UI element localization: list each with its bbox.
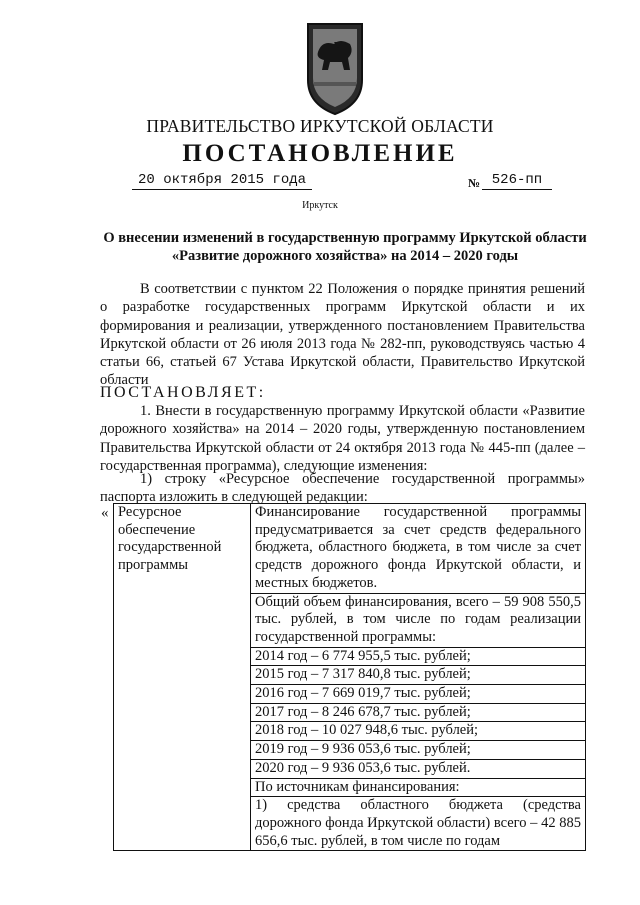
opening-quote-mark: « [101, 505, 109, 521]
funding-line: 2016 год – 7 669 019,7 тыс. рублей; [251, 685, 585, 704]
decree-date: 20 октября 2015 года [132, 172, 312, 190]
resolves-heading: ПОСТАНОВЛЯЕТ: [100, 384, 266, 401]
document-title: О внесении изменений в государственную программу Иркутской области «Развитие дорожного хозяйства» на 2014 – 2020 годы [103, 230, 587, 264]
coat-of-arms-icon [300, 18, 370, 118]
row-label-cell: Ресурсное обеспечение государственной программы [114, 504, 251, 851]
decree-number: 526-пп [482, 172, 552, 190]
passport-table [113, 503, 586, 851]
funding-line: 1) средства областного бюджета (средства дорожного фонда Иркутской области) всего – 42 885 656,6 тыс. рублей, в том числе по годам [255, 797, 581, 849]
city-name: Иркутск [302, 200, 338, 211]
row-content-cell [251, 504, 586, 851]
preamble-paragraph: В соответствии с пунктом 22 Положения о порядке принятия решений о разработке государственных программ Иркутской области и их формирования и реализации, утвержденного постановлением Правительства Иркутской области от 26 июля 2013 года № 282-пп, руководствуясь частью 4 статьи 66, статьей 67 Устава Иркутской области, Правительство Иркутской области [100, 281, 585, 389]
funding-line: Финансирование государственной программы предусматривается за счет средств федерального бюджета, областного бюджета, в том числе за счет средств дорожного фонда Иркутской области, и местных бюджетов. [251, 504, 585, 594]
government-name: ПРАВИТЕЛЬСТВО ИРКУТСКОЙ ОБЛАСТИ [146, 116, 494, 136]
number-label: № [468, 176, 481, 190]
funding-line: 2018 год – 10 027 948,6 тыс. рублей; [251, 722, 585, 741]
funding-line: 2019 год – 9 936 053,6 тыс. рублей; [251, 741, 585, 760]
item-1-paragraph: 1. Внести в государственную программу Иркутской области «Развитие дорожного хозяйства» на 2014 – 2020 годы, утвержденную постановлением Правительства Иркутской области от 24 октября 2013 года № 445-пп (далее – государственная программа), следующие изменения: [100, 403, 585, 474]
funding-line: 2017 год – 8 246 678,7 тыс. рублей; [251, 704, 585, 723]
table-row [114, 504, 586, 851]
funding-line: По источникам финансирования: [251, 779, 585, 798]
funding-line: 2015 год – 7 317 840,8 тыс. рублей; [251, 666, 585, 685]
item-1-1-paragraph: 1) строку «Ресурсное обеспечение государственной программы» паспорта изложить в следующей редакции: [100, 471, 585, 506]
funding-line: 2014 год – 6 774 955,5 тыс. рублей; [251, 648, 585, 667]
funding-line: 2020 год – 9 936 053,6 тыс. рублей. [251, 760, 585, 779]
funding-line: Общий объем финансирования, всего – 59 908 550,5 тыс. рублей, в том числе по годам реализации государственной программы: [251, 594, 585, 648]
document-type: ПОСТАНОВЛЕНИЕ [182, 140, 458, 167]
